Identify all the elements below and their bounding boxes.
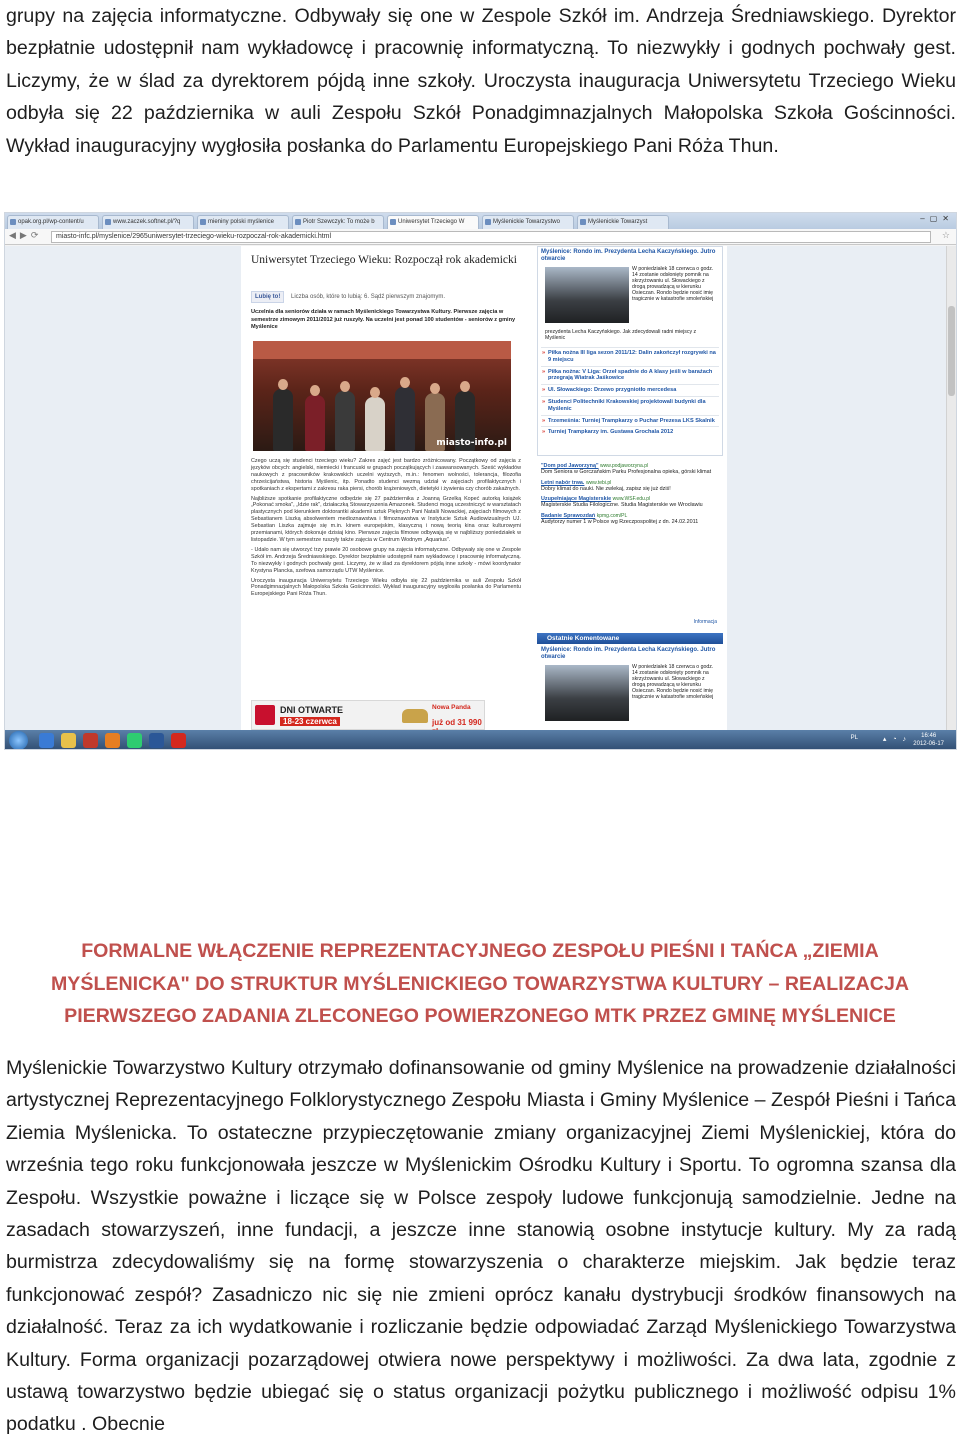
internet-explorer-icon[interactable] [39,733,54,748]
article-paragraph: Czego uczą się studenci trzeciego wieku? Zakres zajęć jest bardzo zróżnicowany. Początkowy od zajęcia z języków obcych: angielski, niemiecki i francuski w grupach początkujących i zaawansowanych. Sześć wykładów naukowych z pracowników krakowskich uczelni wyższych, m.in.: fenomen wolności, tolerancja, filozofia chrześcijaństwa, historia Myślenic, itp. Ponadto studenci wezmą udział w zajęciach profilaktycznych i spotkaniach z ekspertami z zakresu raka piersi, chorób krążeniowych, dietetyki i żywienia czy chorób zakaźnych. [251,458,521,492]
photo-figure [273,389,293,451]
like-row [251,291,445,303]
ad-date: 18-23 czerwca [280,717,340,726]
photo-figure [365,397,385,451]
sidebar-ad-text: Dobry klimat do nauki. Nie zwlekaj, zapisz się już dziś! [541,485,671,492]
sidebar-teaser: W poniedziałek 18 czerwca o godz. 14 zostanie odsłonięty pomnik na skrzyżowaniu ul. Słowackiego z drogą prowadzącą w kierunku Osieczan. Rondo będzie nosić imię tragicznie w katastrofie smoleńskiej [632,266,714,303]
app-m-icon[interactable] [171,733,186,748]
ad-model: Nowa Panda [432,704,471,711]
sidebar-ad-text: Audytorzy numer 1 w Polsce wg Rzeczpospolitej z dn. 24.02.2011 [541,519,699,526]
sidebar-news-item[interactable]: » Studenci Politechniki Krakowskiej projektowali budynki dla Myślenic [541,396,719,415]
clock-time: 16:46 [921,733,937,739]
article-photo [253,341,511,451]
sidebar-ad-url[interactable]: kpmg.com/PL [596,512,628,519]
browser-tab-active[interactable]: Uniwersytet Trzeciego W [387,215,479,229]
ad-price: już od 31 990 [432,718,482,727]
browser-tab[interactable]: www.zaczek.softnet.pl/?q [102,215,194,229]
media-player-icon[interactable] [83,733,98,748]
body-paragraph: Myślenickie Towarzystwo Kultury otrzymało dofinansowanie od gminy Myślenice na prowadzenie działalności artystycznej Reprezentacyjnego Folklorystycznego Zespołu Miasta i Gminy Myślenice – Zespół Pieśni i Tańca Ziemia Myślenicka. To ostateczne przypieczętowanie zmiany organizacyjnej Ziemi Myślenickiej, która do września tego roku funkcjonowała jeszcze w Myślenickim Ośrodku Kultury i Sportu. To ogromna szansa dla Zespołu. Wszystkie poważne i liczące się w Polsce zespoły ludowe funkcjonują samodzielnie. Jedne na zasadach stowarzyszeń, inne fundacji, a jeszcze inne stanowią osobne instytucje kultury. My za radą burmistrza zdecydowaliśmy się na formę stowarzyszenia o charakterze miejskim. Jak będzie teraz funkcjonować zespół? Zasadniczo nic się nie zmieni oprócz kanału dystrybucji środków finansowych na działalność. Teraz za ich wydatkowanie i rozliczanie będzie odpowiadać Zarząd Myślenickiego Towarzystwa Kultury. Forma organizacji pozarządowej otwiera nowe perspektywy i możliwości. Za dwa lata, zgodnie z ustawą towarzystwo będzie ubiegać się o status organizacji pożytku publicznego i możliwość odpisu 1% podatku . Obecnie [6,1057,956,1436]
sidebar-ad-url[interactable]: www.tebi.pl [585,479,612,486]
like-count-text: Liczba osób, które to lubią: 6. Sądź pierwszym znajomym. [291,294,446,300]
sidebar-news-item[interactable]: » Piłka nożna III liga sezon 2011/12: Dalin zakończył rozgrywki na 9 miejscu [541,347,719,366]
fiat-ad-banner[interactable] [251,700,485,730]
sidebar-ad[interactable] [541,463,719,476]
chrome-icon[interactable] [127,733,142,748]
photo-banner [253,341,511,359]
sidebar-headline[interactable]: Myślenice: Rondo im. Prezydenta Lecha Kaczyńskiego. Jutro otwarcie [541,249,716,262]
section-heading: FORMALNE WŁĄCZENIE REPREZENTACYJNEGO ZESPOŁU PIEŚNI I TAŃCA „ZIEMIA MYŚLENICKA" DO STRUKTUR MYŚLENICKIEGO TOWARZYSTWA KULTURY – REALIZACJA PIERWSZEGO ZADANIA ZLECONEGO POWIERZONEGO MTK PRZEZ GMINĘ MYŚLENICE [50,940,909,1027]
sidebar-news-item[interactable]: » Trzemeśnia: Turniej Trampkarzy o Puchar Prezesa LKS Skalnik [541,415,719,427]
article-paragraph: - Udało nam się utworzyć trzy prawie 20 osobowe grupy na zajęcia informatyczne. Odbywały się one w Zespole Szkół im. Andrzeja Średniawskiego. Dyrektor bezpłatnie udostępnił nam wykładowcę i pracownię informatyczną. To niezwykły i godnych pochwały gest. Liczymy, że w ślad za dyrektorem pójdą inne szkoły - mówi koordynator Krystyna Plancka, szefowa samorządu UTW Myślenice. [251,546,521,574]
sidebar-ad-url[interactable]: www.WSF.edu.pl [612,496,651,503]
comments-teaser: W poniedziałek 18 czerwca o godz. 14 zostanie odsłonięty pomnik na skrzyżowaniu ul. Słowackiego z drogą prowadzącą w kierunku Osieczan. Rondo będzie nosić imię tragicznie w katastrofie smoleńskiej [632,664,714,701]
photo-watermark: miasto-info.pl [436,438,507,448]
photo-figure [305,395,325,451]
photo-figure-head [400,377,410,388]
like-button[interactable]: Lubię to! [251,291,284,303]
sidebar-ad-text: Dom Seniora w Gorczańskim Parku Profesjonalna opieka, górski klimat [541,469,712,476]
sidebar-ads [537,461,723,629]
browser-tab[interactable]: opak.org.pl/wp-content/u [7,215,99,229]
tray-icons[interactable]: ▴ ◔ ♪ [882,736,908,743]
photo-figure-head [310,385,320,396]
photo-figure-head [460,381,470,392]
photo-figure-head [430,383,440,394]
sidebar-caption: prezydenta Lecha Kaczyńskiego. Jak zdecydowali radni miejscy z Myślenic [545,329,697,342]
sidebar-ad-title[interactable]: Uzupełniające Magisterskie [541,496,612,503]
browser-tab[interactable]: Myślenickie Towarzystwo [482,215,574,229]
sidebar-news-list [541,347,719,438]
article-body [251,458,521,601]
windows-taskbar [5,730,956,750]
photo-figure-head [278,379,288,390]
browser-nav-bar [5,229,956,245]
browser-tab-bar [5,213,956,229]
browser-tab[interactable]: mieniny polski myślenice [197,215,289,229]
sidebar-ad-title[interactable]: "Dom pod Jaworzyną" [541,463,599,469]
clock-date: 2012-06-17 [913,741,944,747]
word-icon[interactable] [149,733,164,748]
ad-info-link[interactable]: Informacja [693,619,717,625]
bookmark-star-icon[interactable]: ☆ [941,230,950,240]
monument-photo [545,665,629,721]
article-paragraph: Uroczysta inauguracja Uniwersytetu Trzeciego Wieku odbyła się 22 października w auli Zespołu Szkół Ponadgimnazjalnych Małopolska Szkoła Gościnności. Wykład inauguracyjny wygłosiła posłanka do Parlamentu Europejskiego Pani Róża Thun. [251,577,521,598]
start-button-icon[interactable] [9,731,28,750]
monument-photo [545,267,629,323]
sidebar-news-item[interactable]: » Turniej Trampkarzy im. Gustawa Grochala 2012 [541,426,719,438]
scroll-thumb[interactable] [948,306,955,396]
browser-tab[interactable]: Piotr Szewczyk: To może b [292,215,384,229]
window-controls-icon[interactable]: ‒▢✕ [920,214,954,223]
back-forward-icon[interactable]: ◀▶⟳ [9,230,43,240]
intro-paragraph: grupy na zajęcia informatyczne. Odbywały się one w Zespole Szkół im. Andrzeja Średniawskiego. Dyrektor bezpłatnie udostępnił nam wykładowcę i pracownię informatyczną. To niezwykły i godnych pochwały gest. Liczymy, że w ślad za dyrektorem pójdą inne szkoły. Uroczysta inauguracja Uniwersytetu Trzeciego Wieku odbyła się 22 października w auli Zespołu Szkół Ponadgimnazjalnych Małopolska Szkoła Gościnności. Wykład inauguracyjny wygłosiła posłanka do Parlamentu Europejskiego Pani Róża Thun. [6,5,956,157]
folder-icon[interactable] [61,733,76,748]
sidebar-ad-text: Magisterskie Studia Filologiczne. Studia Magisterskie we Wrocławiu [541,502,703,509]
comments-section-header: Ostatnie Komentowane [537,633,723,644]
article-title: Uniwersytet Trzeciego Wieku: Rozpoczął rok akademicki [251,254,517,266]
sidebar-news-item[interactable]: » Piłka nożna: V Liga: Orzeł spadnie do A klasy jeśli w barażach przegrają Wiatrak Jaśkowice [541,366,719,385]
photo-figure [335,391,355,451]
browser-tab[interactable]: Myślenickie Towarzyst [577,215,669,229]
sidebar-ad-title[interactable]: Badanie Sprawozdań [541,512,596,519]
photo-figure-head [340,381,350,392]
sidebar-ad[interactable] [541,496,719,509]
embedded-browser-screenshot [4,212,957,750]
address-bar[interactable]: miasto-infc.pl/myslenice/2965uniwersytet-trzeciego-wieku-rozpoczal-rok-akademicki.html [51,231,931,243]
sidebar-ad-url[interactable]: www.podjaworzyna.pl [600,463,649,469]
photo-figure [395,387,415,451]
taskbar-clock[interactable] [913,732,944,748]
sidebar-ad-title[interactable]: Letni nabór trwa. [541,479,585,486]
sidebar-news-item[interactable]: » Ul. Słowackiego: Drzewo przygniotło mercedesa [541,384,719,396]
article-paragraph: Najbliższe spotkanie profilaktyczne odbędzie się 27 października z Joanną Grzelką Kopeć autorką książek „Pokonać smoka", „Idzie rak", działaczką Stowarzyszenia Amazonek. Studenci mogą uczestniczyć w warsztatach plastycznych pod kierunkiem doktorantki akademii sztuk Pięknych Pani Natalii Nowackiej, zajęciach filmowych z Sebastianem Liszką absolwentem medioznawstwa i filmoznawstwa w Instytucie Sztuk Audiowizualnych UJ. Sebastian Liszka zajmuje się m.in. kinem europejskim, klasyczną i nową teorią kina oraz kulturowymi przemianami, których dokonuje dzisiaj kino. Pierwsze zajęcia filmowe odbywają się w najbliższy poniedziałek w listopadzie. W tym semestrze ruszyły także zajęcia w Centrum Wodnym „Aquarius". [251,495,521,543]
sidebar-ads-list [541,463,719,529]
article-lead: Uczelnia dla seniorów działa w ramach Myślenickiego Towarzystwa Kultury. Pierwsze zajęcia w semestrze zimowym 2011/2012 już ruszyły. Na uczelni jest ponad 100 studentów - seniorów z gminy Myślenice [251,309,516,330]
photo-figure-head [370,387,380,398]
car-icon [402,709,428,723]
sidebar-ad[interactable] [541,480,719,493]
tray-language[interactable]: PL [850,735,858,741]
fiat-logo-icon [255,705,275,725]
firefox-icon[interactable] [105,733,120,748]
scrollbar[interactable] [946,246,956,730]
sidebar-ad[interactable] [541,513,719,526]
ad-open-days: DNI OTWARTE [280,705,343,715]
comments-headline[interactable]: Myślenice: Rondo im. Prezydenta Lecha Kaczyńskiego. Jutro otwarcie [541,647,716,660]
